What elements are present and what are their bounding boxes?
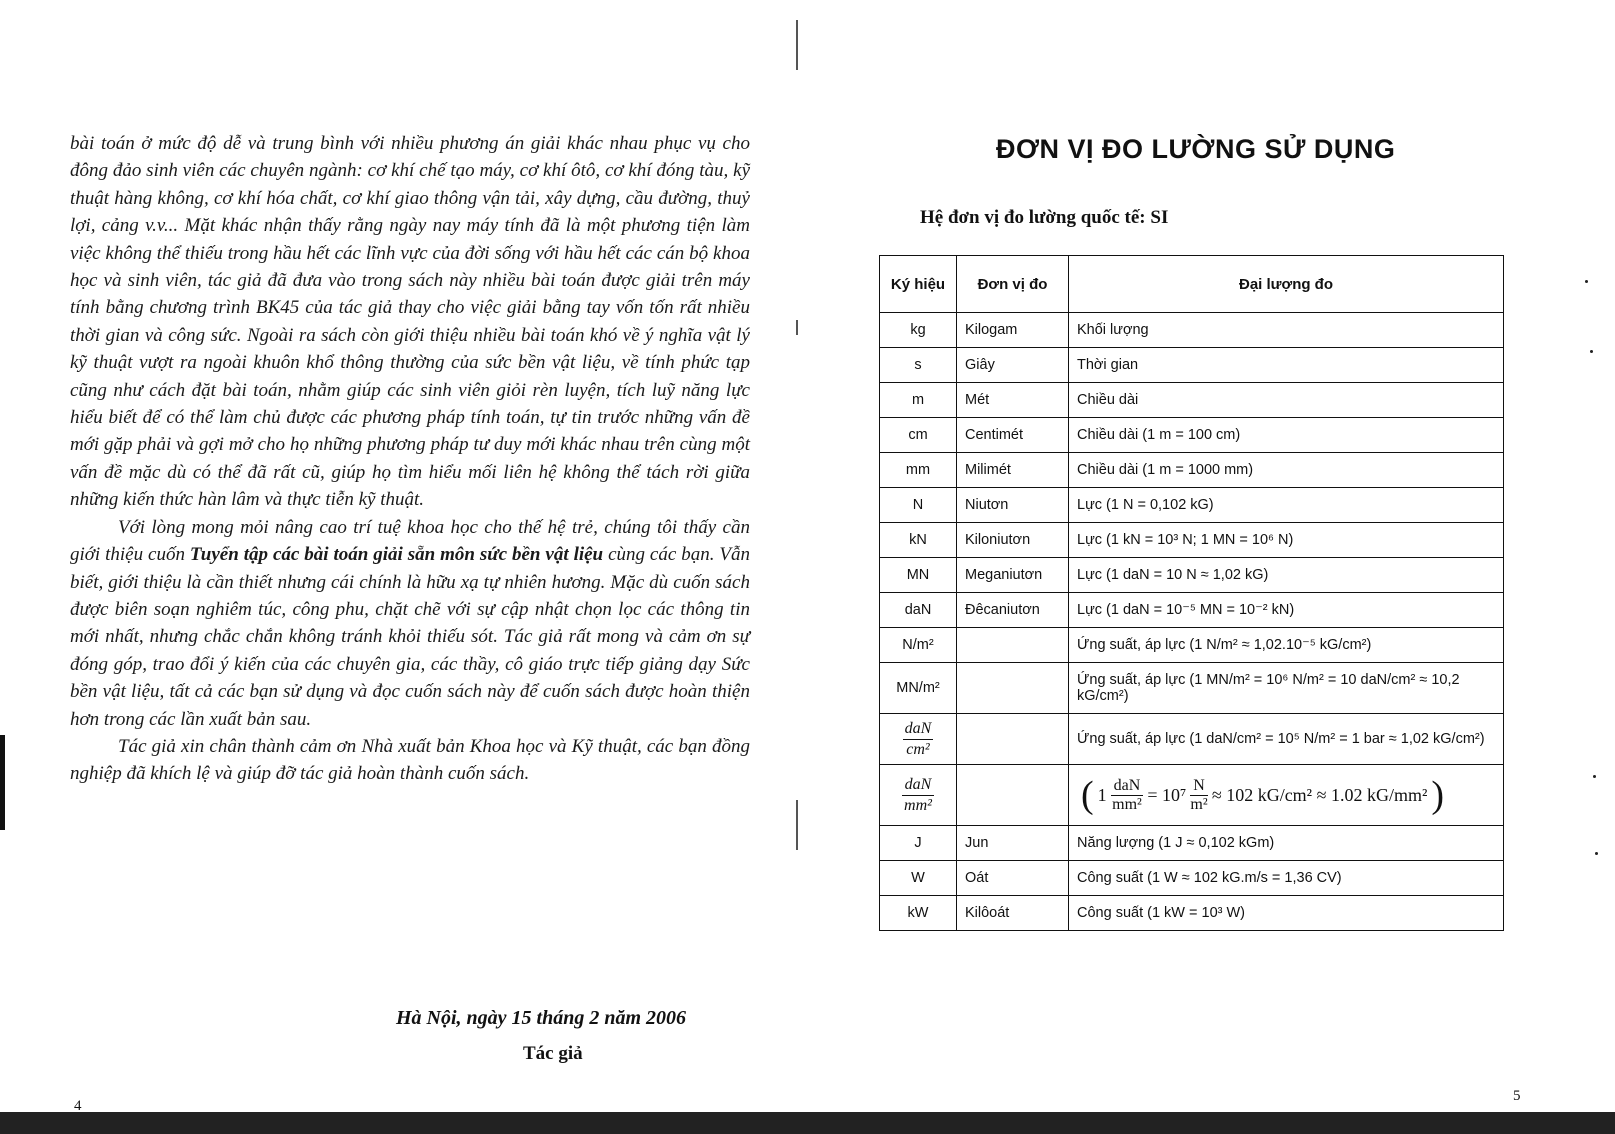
table-row <box>880 383 1504 418</box>
gutter-mark <box>796 320 798 335</box>
table-row <box>880 826 1504 861</box>
table-row <box>880 558 1504 593</box>
table-row <box>880 313 1504 348</box>
fraction-numerator: daN <box>902 775 934 796</box>
symbol-fraction <box>903 719 934 760</box>
cell-symbol: kg <box>880 313 957 348</box>
cell-unit: Oát <box>957 861 1069 896</box>
header-quantity: Đại lượng đo <box>1069 256 1504 313</box>
page-number-right: 5 <box>1513 1088 1521 1104</box>
cell-quantity: Chiều dài (1 m = 100 cm) <box>1069 418 1504 453</box>
scan-speck <box>1593 775 1596 778</box>
table-row <box>880 348 1504 383</box>
paragraph-1: bài toán ở mức độ dễ và trung bình với nhiều phương án giải khác nhau phục vụ cho đông đảo sinh viên các chuyên ngành: cơ khí chế tạo máy, cơ khí ôtô, cơ khí đóng tàu, kỹ thuật hàng không, cơ khí hóa chất, cơ khí giao thông vận tải, xây dựng, cầu đường, thuỷ lợi, cảng v.v... Mặt khác nhận thấy rằng ngày nay máy tính đã là một phương tiện làm việc không thể thiếu trong hầu hết các lĩnh vực của đời sống với hầu hết các cán bộ khoa học và sinh viên, tác giả đã đưa vào trong sách này nhiều bài toán được giải trên máy tính bằng chương trình BK45 của tác giả thay cho việc giải bằng tay vốn tốn rất nhiều thời gian và công sức. Ngoài ra sách còn giới thiệu nhiều bài toán khó về ý nghĩa vật lý kỹ thuật vượt ra ngoài khuôn khổ thông thường của sức bền vật liệu, về tính phức tạp cũng như cách đặt bài toán, nhằm giúp các sinh viên giỏi rèn luyện, tích luỹ năng lực hiểu biết để có thể làm chủ được các phương pháp tính toán, tự tin trước những vấn đề mới gặp phải và gợi mở cho họ những phương pháp tư duy mới khác nhau trên cùng một vấn đề mặc dù có thể đã rất cũ, giúp họ tìm hiểu mối liên hệ không thể tách rời giữa những kiến thức hàn lâm và thực tiễn kỹ thuật. <box>70 133 750 511</box>
cell-symbol: m <box>880 383 957 418</box>
cell-unit <box>957 628 1069 663</box>
left-page-body <box>70 130 750 788</box>
cell-quantity: Thời gian <box>1069 348 1504 383</box>
paragraph-3: Tác giả xin chân thành cảm ơn Nhà xuất bản Khoa học và Kỹ thuật, các bạn đồng nghiệp đã khích lệ và giúp đỡ tác giả hoàn thành cuốn sách. <box>70 735 750 785</box>
table-row <box>880 896 1504 931</box>
cell-quantity: Công suất (1 W ≈ 102 kG.m/s = 1,36 CV) <box>1069 861 1504 896</box>
cell-unit <box>957 765 1069 826</box>
signature-date: Hà Nội, ngày 15 tháng 2 năm 2006 <box>396 1007 687 1029</box>
cell-unit: Milimét <box>957 453 1069 488</box>
scan-speck <box>1585 280 1588 283</box>
cell-quantity: Lực (1 daN = 10 N ≈ 1,02 kG) <box>1069 558 1504 593</box>
scan-speck <box>1590 350 1593 353</box>
table-row <box>880 663 1504 714</box>
formula-mid: = 10⁷ <box>1147 784 1187 805</box>
formula-f2-den: m² <box>1190 795 1208 813</box>
cell-symbol-fraction <box>880 765 957 826</box>
fraction-numerator: daN <box>903 719 934 740</box>
conversion-formula <box>1077 776 1495 814</box>
page-edge-shadow <box>0 735 5 830</box>
paragraph-2 <box>70 514 750 733</box>
header-symbol: Ký hiệu <box>880 256 957 313</box>
paragraph-2-end: cùng các bạn. Vẫn biết, giới thiệu là cần thiết nhưng cái chính là hữu xạ tự nhiên hương. Mặc dù cuốn sách được biên soạn nghiêm túc, công phu, chặt chẽ với sự cập nhật chọn lọc các thông tin mới nhất, nhưng chắc chắn không tránh khỏi thiếu sót. Tác giả rất mong và cảm ơn sự đóng góp, trao đổi ý kiến của các chuyên gia, các thầy, cô giáo trực tiếp giảng dạy Sức bền vật liệu, tất cả các bạn sử dụng và đọc cuốn sách này để cuốn sách được hoàn thiện hơn trong các lần xuất bản sau. <box>70 544 751 730</box>
table-row <box>880 523 1504 558</box>
page-number-left: 4 <box>74 1098 82 1114</box>
gutter-mark <box>796 20 798 70</box>
cell-unit: Kilogam <box>957 313 1069 348</box>
cell-unit: Kilôoát <box>957 896 1069 931</box>
cell-quantity: Ứng suất, áp lực (1 N/m² ≈ 1,02.10⁻⁵ kG/cm²) <box>1069 628 1504 663</box>
cell-quantity: Lực (1 kN = 10³ N; 1 MN = 10⁶ N) <box>1069 523 1504 558</box>
table-row <box>880 488 1504 523</box>
table-row <box>880 765 1504 826</box>
cell-unit: Jun <box>957 826 1069 861</box>
formula-tail: ≈ 102 kG/cm² ≈ 1.02 kG/mm² <box>1211 784 1428 805</box>
cell-symbol-fraction <box>880 714 957 765</box>
cell-symbol: s <box>880 348 957 383</box>
cell-quantity: Ứng suất, áp lực (1 MN/m² = 10⁶ N/m² = 10 daN/cm² ≈ 10,2 kG/cm²) <box>1069 663 1504 714</box>
book-title-inline: Tuyển tập các bài toán giải sẵn môn sức bền vật liệu <box>189 544 604 566</box>
cell-symbol: kN <box>880 523 957 558</box>
scan-speck <box>1595 852 1598 855</box>
cell-symbol: W <box>880 861 957 896</box>
cell-symbol: mm <box>880 453 957 488</box>
formula-close-paren: ) <box>1431 774 1445 816</box>
cell-unit: Meganiutơn <box>957 558 1069 593</box>
cell-quantity: Năng lượng (1 J ≈ 0,102 kGm) <box>1069 826 1504 861</box>
cell-symbol: MN <box>880 558 957 593</box>
cell-quantity: Ứng suất, áp lực (1 daN/cm² = 10⁵ N/m² = 1 bar ≈ 1,02 kG/cm²) <box>1069 714 1504 765</box>
formula-fraction-2 <box>1190 777 1208 814</box>
cell-quantity: Chiều dài <box>1069 383 1504 418</box>
cell-symbol: J <box>880 826 957 861</box>
formula-f1-num: daN <box>1111 777 1144 796</box>
table-row <box>880 453 1504 488</box>
symbol-fraction <box>902 775 934 816</box>
cell-symbol: N/m² <box>880 628 957 663</box>
cell-unit <box>957 663 1069 714</box>
bottom-edge-shadow <box>0 1110 1615 1134</box>
gutter-mark <box>796 800 798 850</box>
table-row <box>880 593 1504 628</box>
cell-formula <box>1069 765 1504 826</box>
signature-author: Tác giả <box>523 1043 583 1064</box>
formula-f1-den: mm² <box>1112 795 1142 813</box>
fraction-denominator: cm² <box>906 740 930 758</box>
table-row <box>880 714 1504 765</box>
cell-symbol: daN <box>880 593 957 628</box>
table-row <box>880 861 1504 896</box>
table-row <box>880 628 1504 663</box>
cell-symbol: N <box>880 488 957 523</box>
cell-unit: Niutơn <box>957 488 1069 523</box>
formula-open-paren: ( <box>1081 774 1094 816</box>
cell-quantity: Lực (1 N = 0,102 kG) <box>1069 488 1504 523</box>
cell-symbol: kW <box>880 896 957 931</box>
cell-symbol: MN/m² <box>880 663 957 714</box>
table-header-row <box>880 256 1504 313</box>
cell-unit: Đêcaniutơn <box>957 593 1069 628</box>
cell-unit: Giây <box>957 348 1069 383</box>
cell-unit: Centimét <box>957 418 1069 453</box>
cell-unit <box>957 714 1069 765</box>
cell-quantity: Lực (1 daN = 10⁻⁵ MN = 10⁻² kN) <box>1069 593 1504 628</box>
cell-unit: Kiloniutơn <box>957 523 1069 558</box>
units-table <box>879 255 1504 931</box>
page-title: ĐƠN VỊ ĐO LƯỜNG SỬ DỤNG <box>996 134 1396 164</box>
cell-quantity: Khối lượng <box>1069 313 1504 348</box>
cell-unit: Mét <box>957 383 1069 418</box>
fraction-denominator: mm² <box>904 796 932 814</box>
header-unit: Đơn vị đo <box>957 256 1069 313</box>
paragraph-2-start: Với lòng mong mỏi nâng cao trí tuệ khoa học cho thế hệ trẻ, chúng tôi thấy cần giới thiệu cuốn <box>70 516 750 566</box>
cell-quantity: Chiều dài (1 m = 1000 mm) <box>1069 453 1504 488</box>
table-row <box>880 418 1504 453</box>
section-subtitle: Hệ đơn vị đo lường quốc tế: SI <box>920 207 1169 228</box>
formula-lead: 1 <box>1097 784 1107 805</box>
formula-fraction-1 <box>1111 777 1144 814</box>
cell-quantity: Công suất (1 kW = 10³ W) <box>1069 896 1504 931</box>
cell-symbol: cm <box>880 418 957 453</box>
formula-f2-num: N <box>1190 777 1208 796</box>
